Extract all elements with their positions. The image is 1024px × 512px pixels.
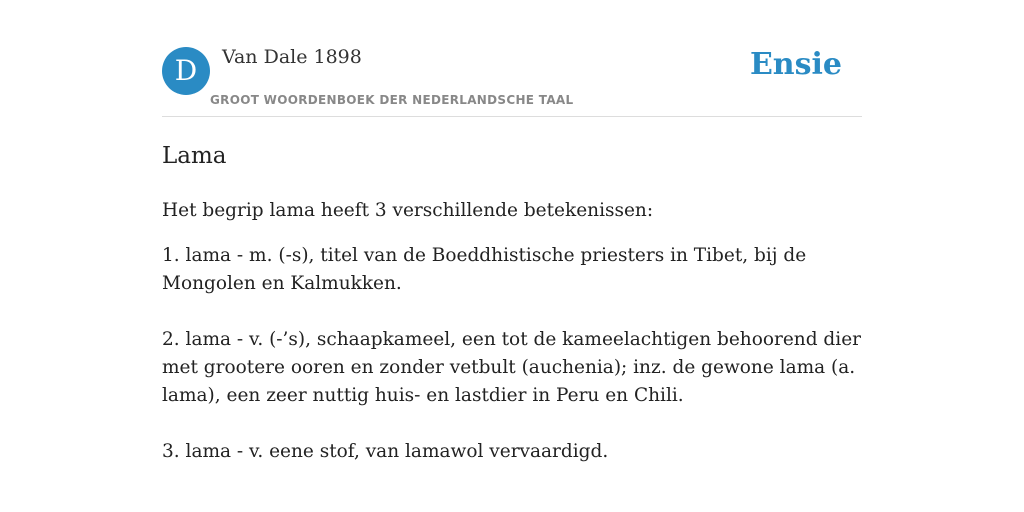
brand-logo[interactable]: Ensie [749, 47, 842, 82]
definition-item: 1. lama - m. (-s), titel van de Boeddhistische priesters in Tibet, bij de Mongolen en Kalmukken. [162, 244, 807, 294]
definition-item: 2. lama - v. (-’s), schaapkameel, een tot de kameelachtigen behoorend dier met grootere ooren en zonder vetbult (auchenia); inz. de gewone lama (a. lama), een zeer nuttig huis- en lastdier in Peru en Chili. [162, 328, 861, 406]
source-subtitle: GROOT WOORDENBOEK DER NEDERLANDSCHE TAAL [210, 93, 574, 107]
definition-list [162, 242, 862, 466]
header [162, 0, 862, 117]
source-logo-letter: D [174, 54, 198, 87]
source-logo [162, 47, 210, 95]
page [162, 0, 862, 494]
entry-term: Lama [162, 143, 227, 169]
entry-intro: Het begrip lama heeft 3 verschillende betekenissen: [162, 199, 654, 221]
definition-item: 3. lama - v. eene stof, van lamawol vervaardigd. [162, 440, 609, 462]
source-name[interactable]: Van Dale 1898 [222, 46, 362, 68]
